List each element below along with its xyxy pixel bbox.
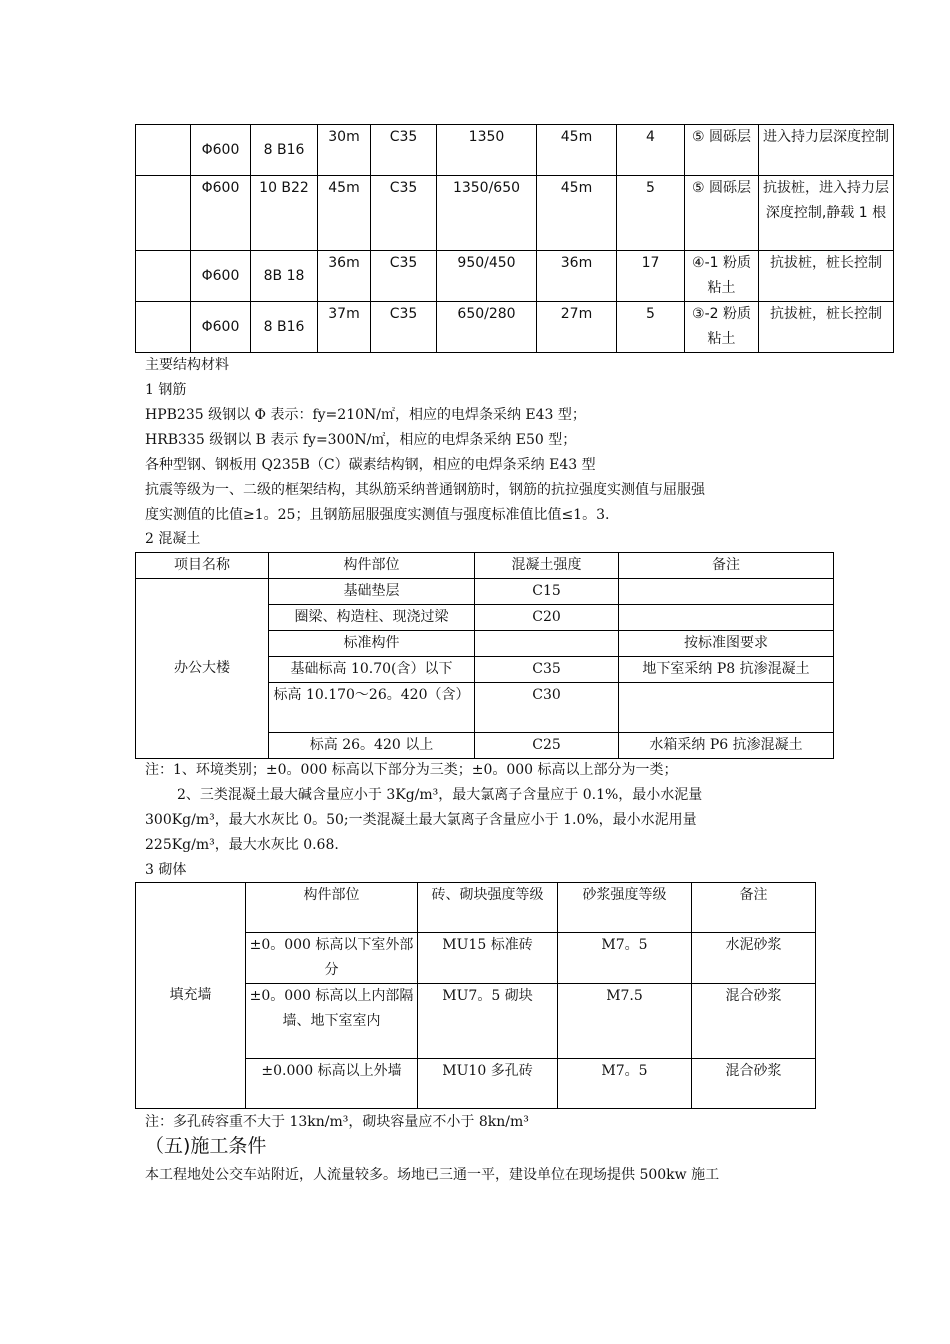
masonry-title: 3 砌体	[145, 862, 187, 878]
table-row	[136, 125, 894, 176]
table-cell: 基础垫层	[269, 579, 475, 605]
table-row	[136, 176, 894, 251]
header-cell: 备注	[692, 883, 816, 933]
table-cell: 水泥砂浆	[692, 933, 816, 984]
pile-cell: 27m	[537, 302, 617, 353]
pile-cell: 5	[617, 302, 685, 353]
table-cell: MU15 标准砖	[418, 933, 558, 984]
pile-cell: ③-2 粉质粘土	[685, 302, 759, 353]
table-cell: M7。5	[558, 1059, 692, 1109]
table-cell: ±0。000 标高以上内部隔墙、地下室室内	[246, 984, 418, 1059]
header-cell: 砂浆强度等级	[558, 883, 692, 933]
pile-cell: 45m	[537, 176, 617, 251]
pile-cell: 36m	[318, 251, 371, 302]
pile-cell: 650/280	[437, 302, 537, 353]
header-cell: 备注	[619, 553, 834, 579]
table-cell: 圈梁、构造柱、现浇过梁	[269, 605, 475, 631]
pile-cell	[136, 302, 191, 353]
table-cell	[619, 579, 834, 605]
pile-cell: ⑤ 圆砾层	[685, 176, 759, 251]
steel-line: HRB335 级钢以 B 表示 fy=300N/㎡，相应的电焊条采纳 E50 型；	[145, 432, 577, 448]
pile-table	[135, 124, 894, 353]
table-cell: MU7。5 砌块	[418, 984, 558, 1059]
table-header-row	[136, 553, 834, 579]
table-cell: C30	[475, 683, 619, 733]
pile-cell: 抗拔桩，进入持力层深度控制,静载 1 根	[759, 176, 894, 251]
pile-cell: 45m	[318, 176, 371, 251]
table-cell: 标高 10.170～26。420（含）	[269, 683, 475, 733]
pile-cell	[136, 176, 191, 251]
table-cell: 基础标高 10.70(含）以下	[269, 657, 475, 683]
table-cell: C15	[475, 579, 619, 605]
pile-cell: Φ600	[191, 251, 251, 302]
table-cell: 地下室采纳 P8 抗渗混凝土	[619, 657, 834, 683]
masonry-table	[135, 882, 816, 1109]
table-cell: 按标准图要求	[619, 631, 834, 657]
pile-cell: 8 B16	[251, 302, 318, 353]
pile-cell: Φ600	[191, 302, 251, 353]
concrete-table	[135, 552, 834, 759]
pile-cell: 10 B22	[251, 176, 318, 251]
pile-cell: C35	[371, 251, 437, 302]
table-cell	[475, 631, 619, 657]
table-cell: ±0。000 标高以下室外部分	[246, 933, 418, 984]
pile-cell: C35	[371, 176, 437, 251]
pile-cell: 36m	[537, 251, 617, 302]
group-cell: 填充墙	[136, 883, 246, 1109]
pile-cell: ⑤ 圆砾层	[685, 125, 759, 176]
pile-cell: 8B 18	[251, 251, 318, 302]
section-paragraph: 本工程地处公交车站附近，人流量较多。场地已三通一平，建设单位在现场提供 500kw 施工	[145, 1167, 720, 1183]
pile-cell: Φ600	[191, 176, 251, 251]
table-cell: C35	[475, 657, 619, 683]
table-cell: 标准构件	[269, 631, 475, 657]
header-cell: 混凝土强度	[475, 553, 619, 579]
pile-cell: 17	[617, 251, 685, 302]
pile-cell: C35	[371, 125, 437, 176]
table-cell: M7。5	[558, 933, 692, 984]
header-cell: 构件部位	[269, 553, 475, 579]
pile-cell: 950/450	[437, 251, 537, 302]
table-cell: 标高 26。420 以上	[269, 733, 475, 759]
steel-line: 抗震等级为一、二级的框架结构，其纵筋采纳普通钢筋时，钢筋的抗拉强度实测值与屈服强	[145, 482, 705, 498]
table-cell	[619, 683, 834, 733]
table-cell: MU10 多孔砖	[418, 1059, 558, 1109]
table-cell: C25	[475, 733, 619, 759]
table-cell: 水箱采纳 P6 抗渗混凝土	[619, 733, 834, 759]
pile-cell: C35	[371, 302, 437, 353]
table-cell: C20	[475, 605, 619, 631]
steel-line: 度实测值的比值≥1。25；且钢筋屈服强度实测值与强度标准值比值≤1。3.	[145, 507, 610, 523]
pile-cell: 抗拔桩，桩长控制	[759, 251, 894, 302]
pile-cell: 进入持力层深度控制	[759, 125, 894, 176]
table-cell: 混合砂浆	[692, 984, 816, 1059]
concrete-note: 300Kg/m³，最大水灰比 0。50;一类混凝土最大氯离子含量应小于 1.0%，最小水泥用量	[145, 812, 697, 828]
pile-cell	[136, 125, 191, 176]
group-cell: 办公大楼	[136, 579, 269, 759]
pile-cell: 8 B16	[251, 125, 318, 176]
pile-cell: 1350/650	[437, 176, 537, 251]
pile-cell: 5	[617, 176, 685, 251]
concrete-note: 2、三类混凝土最大碱含量应小于 3Kg/m³，最大氯离子含量应于 0.1%，最小水泥量	[177, 787, 703, 803]
concrete-note: 225Kg/m³，最大水灰比 0.68.	[145, 837, 339, 853]
header-cell: 项目名称	[136, 553, 269, 579]
masonry-note: 注：多孔砖容重不大于 13kn/m³，砌块容量应不小于 8kn/m³	[145, 1114, 529, 1130]
table-row	[136, 579, 834, 605]
pile-cell: Φ600	[191, 125, 251, 176]
steel-line: 各种型钢、钢板用 Q235B（C）碳素结构钢，相应的电焊条采纳 E43 型	[145, 457, 596, 473]
table-cell: M7.5	[558, 984, 692, 1059]
header-cell: 构件部位	[246, 883, 418, 933]
pile-cell: 4	[617, 125, 685, 176]
table-cell: 混合砂浆	[692, 1059, 816, 1109]
steel-line: HPB235 级钢以 Φ 表示：fy=210N/㎡，相应的电焊条采纳 E43 型；	[145, 407, 586, 423]
materials-title: 主要结构材料	[145, 357, 229, 373]
pile-cell: 37m	[318, 302, 371, 353]
table-row	[136, 302, 894, 353]
pile-cell: 45m	[537, 125, 617, 176]
pile-cell: ④-1 粉质粘土	[685, 251, 759, 302]
table-cell	[619, 605, 834, 631]
pile-cell	[136, 251, 191, 302]
pile-cell: 30m	[318, 125, 371, 176]
table-cell: ±0.000 标高以上外墙	[246, 1059, 418, 1109]
section-heading: （五)施工条件	[145, 1135, 267, 1157]
table-header-row	[136, 883, 816, 933]
pile-cell: 抗拔桩，桩长控制	[759, 302, 894, 353]
concrete-note: 注：1、环境类别；±0。000 标高以下部分为三类；±0。000 标高以上部分为一类；	[145, 762, 678, 778]
header-cell: 砖、砌块强度等级	[418, 883, 558, 933]
concrete-title: 2 混凝土	[145, 531, 201, 547]
steel-title: 1 钢筋	[145, 382, 187, 398]
table-row	[136, 251, 894, 302]
pile-cell: 1350	[437, 125, 537, 176]
